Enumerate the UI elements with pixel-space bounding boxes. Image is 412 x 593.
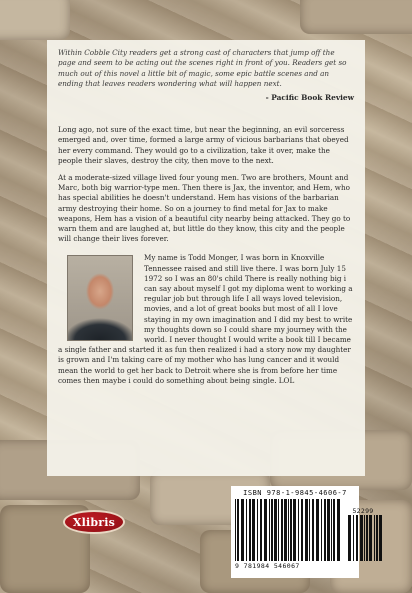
barcode-bar (360, 515, 363, 561)
barcode-bar (369, 515, 372, 561)
barcode-bar (353, 515, 354, 561)
barcode-bar (249, 499, 251, 561)
wall-stone (0, 0, 70, 40)
review-source: - Pacific Book Review (265, 93, 354, 103)
review-quote: Within Cobble City readers get a strong cast of characters that jump off the page and seem to be acting out the scenes right in front of you. Readers get so much out of this novel a little bit of magic, some epic battle scenes and an ending that leaves readers wondering what will happen next. (58, 48, 347, 88)
barcode-bar (241, 499, 244, 561)
price-addon-code: 52299 (352, 507, 374, 515)
barcode-bar (312, 499, 314, 561)
barcode-bar (271, 499, 273, 561)
barcode-bar (252, 499, 255, 561)
isbn-number: ISBN 978-1-9845-4606-7 (243, 489, 347, 497)
barcode-bar (264, 499, 267, 561)
barcode-bar (348, 515, 351, 561)
barcode-bar (331, 499, 332, 561)
barcode-bar (293, 499, 296, 561)
author-bio: My name is Todd Monger, I was born in Knoxville Tennessee raised and still live there. I was born July 15 1972 so I was an 80's child There is really nothing big i can say about myself I got my diploma went to working a regular job but through life I all ways loved television, movies, and a lot of great books but most of all I love staying in my own imagination and I did my best to write my thoughts down so I could share my journey with the world. I never thought I would write a book till I became a single father and started it as fun then realized i had a story now my daughter is grown and I'm taking care of my mother who has lung cancer and it would mean the world to get her back to Detroit where she is from before her time comes then maybe i could do something about being single. LOL (58, 253, 353, 385)
wall-stone (300, 0, 412, 34)
barcode-bar (274, 499, 277, 561)
barcode-bar (366, 515, 368, 561)
isbn-barcode (231, 486, 374, 578)
barcode-bar (333, 499, 335, 561)
ean-digits: 9 781984 546067 (235, 562, 300, 570)
barcode-bar (278, 499, 279, 561)
synopsis-paragraph-1: Long ago, not sure of the exact time, but near the beginning, an evil sorceress emerged and, over time, formed a large army of vicious barbarians that obeyed her every command. They would go to a civilization, take it over, make the people their slaves, destroy the city, then move to the next. (58, 125, 349, 165)
barcode-bar (324, 499, 326, 561)
barcode-bar (374, 515, 375, 561)
barcode-bar (316, 499, 319, 561)
barcode-bar (305, 499, 308, 561)
barcode-bar (356, 515, 358, 561)
barcode-bar (327, 499, 330, 561)
addon-barcode-bars (348, 515, 383, 561)
barcode-bar (246, 499, 247, 561)
barcode-bar (321, 499, 322, 561)
barcode-bar (376, 515, 378, 561)
barcode-bar (237, 499, 239, 561)
barcode-bar (284, 499, 287, 561)
barcode-bar (379, 515, 382, 561)
barcode-bar (309, 499, 310, 561)
barcode-bar (298, 499, 299, 561)
publisher-logo-text: Xlibris (72, 515, 116, 529)
barcode-bar (257, 499, 258, 561)
barcode-bar (364, 515, 365, 561)
publisher-logo (63, 510, 125, 534)
ean-barcode-bars (235, 499, 341, 561)
barcode-bar (281, 499, 283, 561)
back-cover-text-panel (47, 40, 365, 476)
barcode-bar (269, 499, 270, 561)
author-section (58, 253, 354, 386)
barcode-bar (290, 499, 292, 561)
barcode-bar (235, 499, 236, 561)
barcode-bar (337, 499, 340, 561)
barcode-bar (260, 499, 262, 561)
author-photo (67, 255, 133, 341)
barcode-bar (288, 499, 289, 561)
barcode-bar (301, 499, 303, 561)
synopsis-paragraph-2: At a moderate-sized village lived four young men. Two are brothers, Mount and Marc, both big warrior-type men. Then there is Jax, the inventor, and Hem, who has special abilities he doesn't understand. Hem has visions of the barbarian army destroying their home. So on a journey to find metal for Jax to make weapons, Hem has a vision of a beautiful city nearby being attacked. They go to warn them and are laughed at, but little do they know, this city and the people will change their lives forever. (58, 173, 351, 244)
